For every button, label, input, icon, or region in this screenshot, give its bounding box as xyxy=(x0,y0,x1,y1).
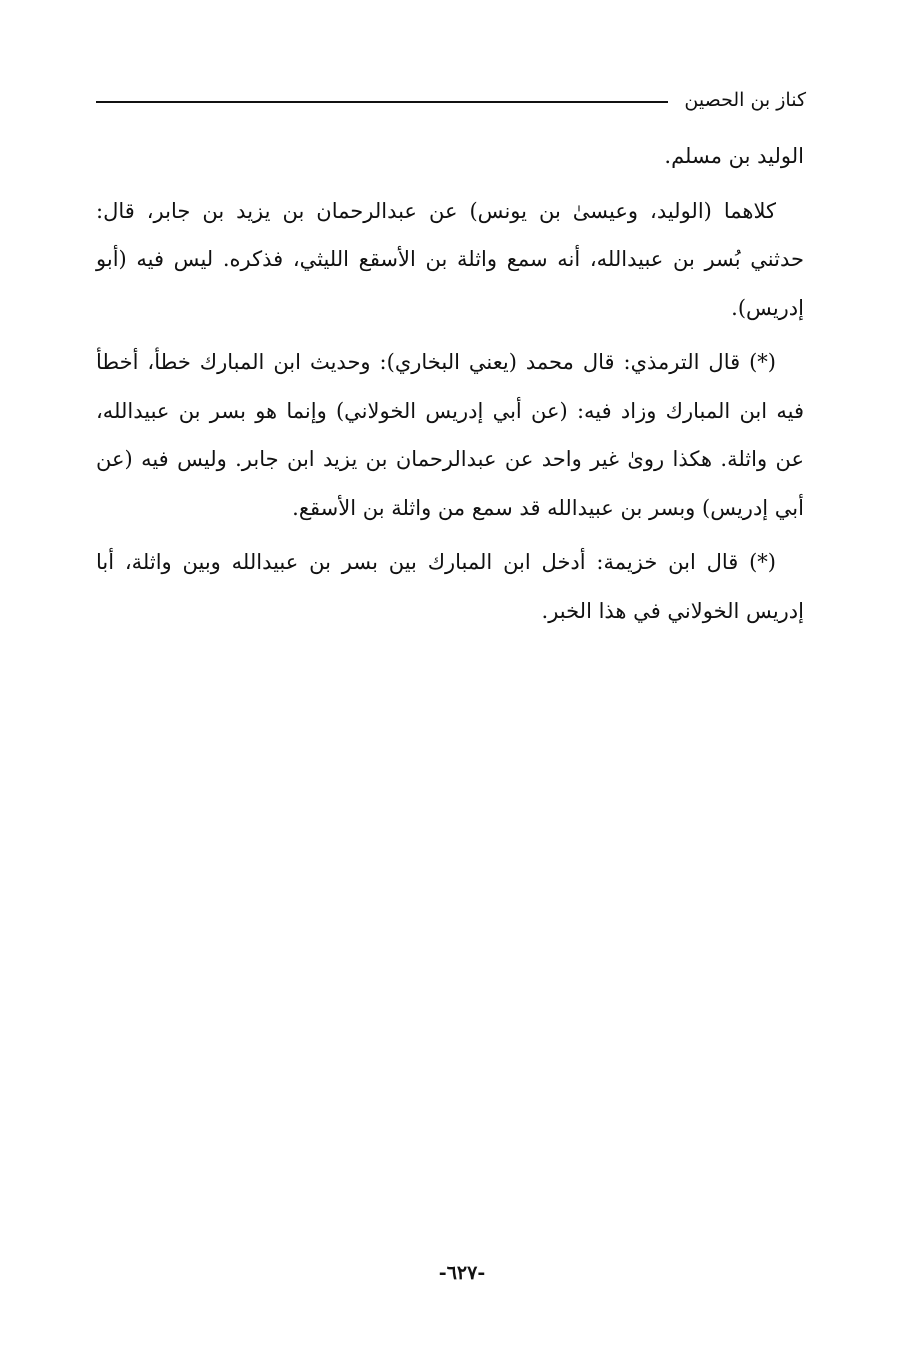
paragraph-3: (*) قال الترمذي: قال محمد (يعني البخاري): وحديث ابن المبارك خطأ، أخطأ فيه ابن المبارك وزاد فيه: (عن أبي إدريس الخولاني) وإنما هو بسر بن عبيدالله، عن واثلة. هكذا روىٰ غير واحد عن عبدالرحمان بن يزيد ابن جابر. وليس فيه (عن أبي إدريس) وبسر بن عبيدالله قد سمع من واثلة بن الأسقع. xyxy=(96,350,804,520)
page-number: -٦٢٧- xyxy=(438,1262,486,1284)
paragraph-1: الوليد بن مسلم. xyxy=(664,144,804,168)
header-rule xyxy=(96,101,668,103)
paragraph-4: (*) قال ابن خزيمة: أدخل ابن المبارك بين بسر بن عبيدالله وبين واثلة، أبا إدريس الخولاني في هذا الخبر. xyxy=(96,550,804,623)
running-title: كناز بن الحصين xyxy=(684,89,806,111)
paragraph-2: كلاهما (الوليد، وعيسىٰ بن يونس) عن عبدالرحمان بن يزيد بن جابر، قال: حدثني بُسر بن عبيدالله، أنه سمع واثلة بن الأسقع الليثي، فذكره. ليس فيه (أبو إدريس). xyxy=(96,198,804,320)
body-text xyxy=(96,132,804,641)
running-header xyxy=(96,84,806,116)
